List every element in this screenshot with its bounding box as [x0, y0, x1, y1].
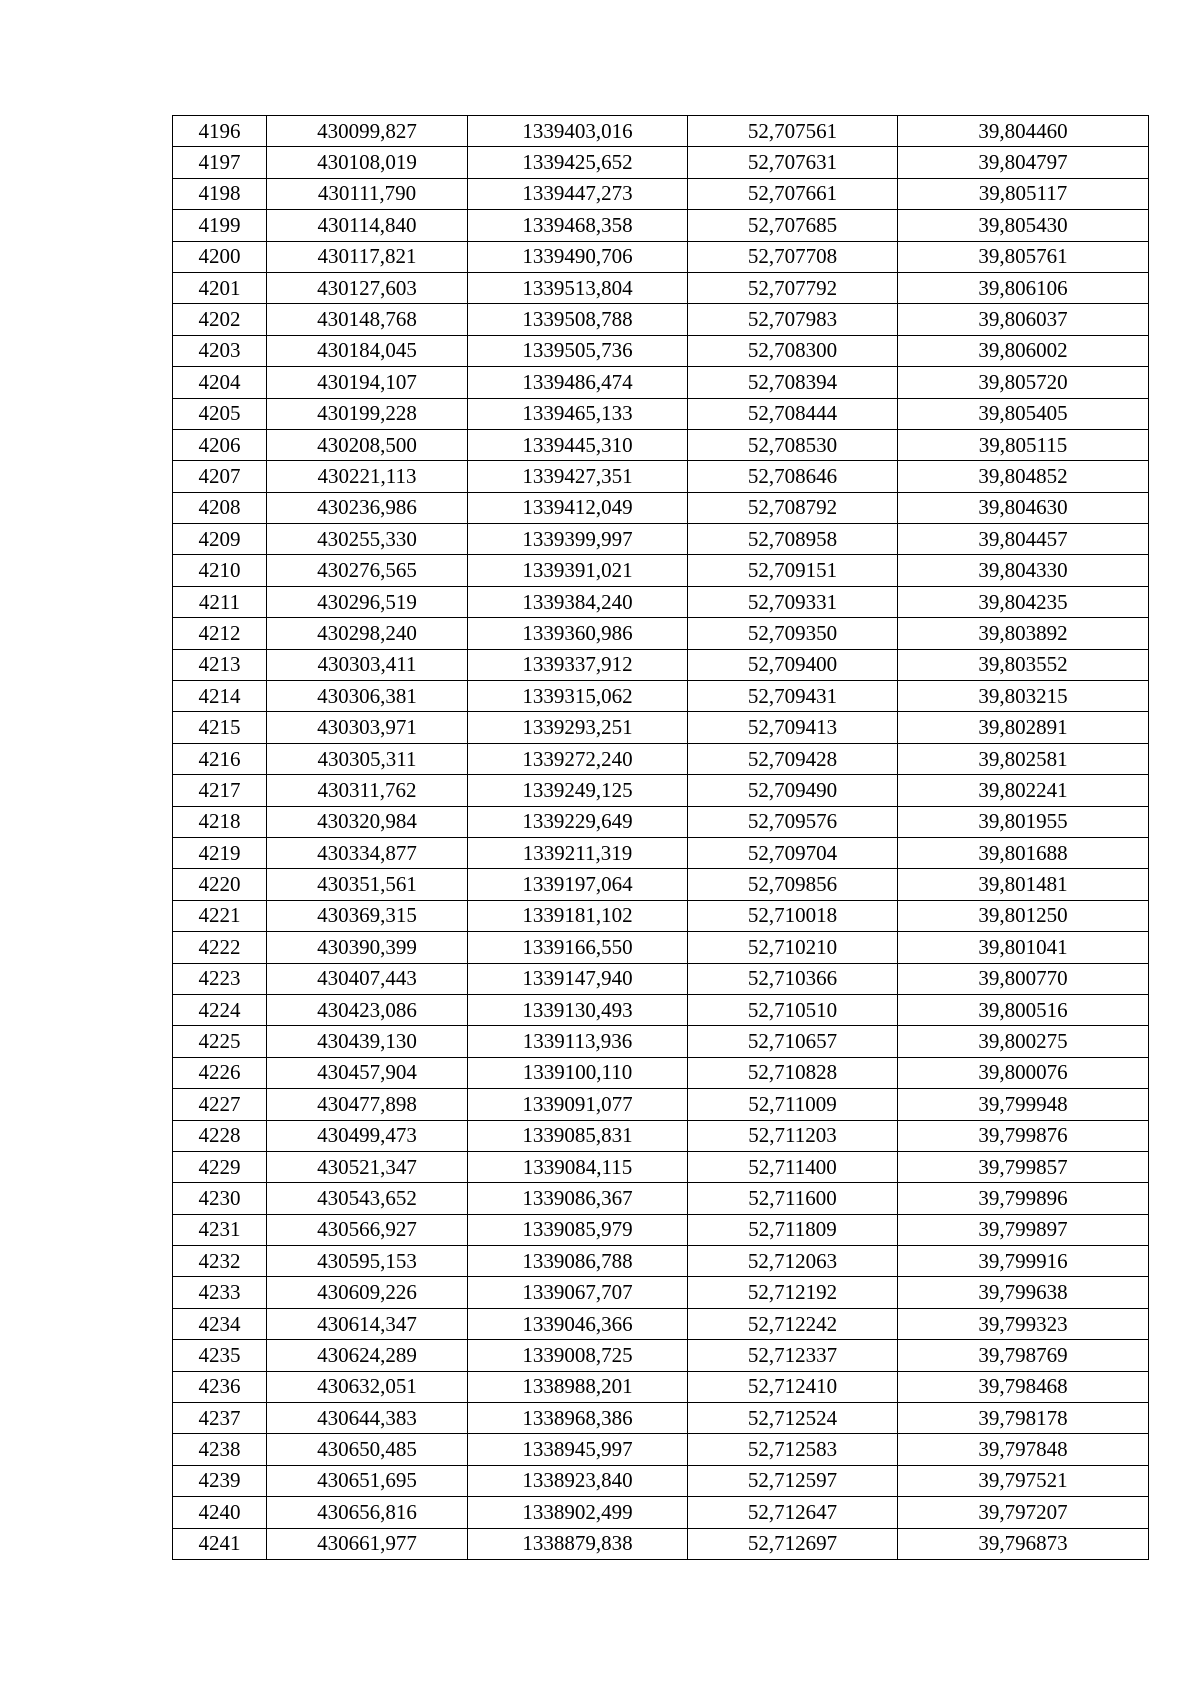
y-coordinate-cell: 1338988,201	[468, 1371, 688, 1402]
table-row	[173, 398, 1149, 429]
point-number-cell: 4197	[173, 147, 267, 178]
coordinates-table-body	[173, 116, 1149, 1560]
latitude-cell: 52,710366	[688, 963, 898, 994]
latitude-cell: 52,708958	[688, 524, 898, 555]
point-number-cell: 4224	[173, 994, 267, 1025]
x-coordinate-cell: 430311,762	[267, 775, 468, 806]
point-number-cell: 4223	[173, 963, 267, 994]
latitude-cell: 52,712597	[688, 1465, 898, 1496]
latitude-cell: 52,709428	[688, 743, 898, 774]
latitude-cell: 52,709856	[688, 869, 898, 900]
table-row	[173, 586, 1149, 617]
x-coordinate-cell: 430614,347	[267, 1308, 468, 1339]
latitude-cell: 52,712242	[688, 1308, 898, 1339]
latitude-cell: 52,708444	[688, 398, 898, 429]
latitude-cell: 52,709490	[688, 775, 898, 806]
x-coordinate-cell: 430499,473	[267, 1120, 468, 1151]
latitude-cell: 52,708792	[688, 492, 898, 523]
point-number-cell: 4198	[173, 178, 267, 209]
point-number-cell: 4202	[173, 304, 267, 335]
latitude-cell: 52,712192	[688, 1277, 898, 1308]
table-row	[173, 304, 1149, 335]
latitude-cell: 52,712063	[688, 1246, 898, 1277]
point-number-cell: 4204	[173, 367, 267, 398]
latitude-cell: 52,712583	[688, 1434, 898, 1465]
y-coordinate-cell: 1338968,386	[468, 1403, 688, 1434]
table-row	[173, 775, 1149, 806]
longitude-cell: 39,798178	[898, 1403, 1149, 1434]
point-number-cell: 4220	[173, 869, 267, 900]
x-coordinate-cell: 430296,519	[267, 586, 468, 617]
table-row	[173, 1214, 1149, 1245]
table-row	[173, 492, 1149, 523]
latitude-cell: 52,709413	[688, 712, 898, 743]
point-number-cell: 4214	[173, 681, 267, 712]
y-coordinate-cell: 1339008,725	[468, 1340, 688, 1371]
y-coordinate-cell: 1338902,499	[468, 1497, 688, 1528]
point-number-cell: 4218	[173, 806, 267, 837]
longitude-cell: 39,803892	[898, 618, 1149, 649]
table-row	[173, 837, 1149, 868]
latitude-cell: 52,710828	[688, 1057, 898, 1088]
longitude-cell: 39,799897	[898, 1214, 1149, 1245]
x-coordinate-cell: 430208,500	[267, 429, 468, 460]
table-row	[173, 1497, 1149, 1528]
longitude-cell: 39,805720	[898, 367, 1149, 398]
point-number-cell: 4212	[173, 618, 267, 649]
x-coordinate-cell: 430127,603	[267, 272, 468, 303]
point-number-cell: 4205	[173, 398, 267, 429]
y-coordinate-cell: 1339272,240	[468, 743, 688, 774]
x-coordinate-cell: 430521,347	[267, 1151, 468, 1182]
x-coordinate-cell: 430656,816	[267, 1497, 468, 1528]
table-row	[173, 1183, 1149, 1214]
latitude-cell: 52,707631	[688, 147, 898, 178]
y-coordinate-cell: 1339447,273	[468, 178, 688, 209]
x-coordinate-cell: 430320,984	[267, 806, 468, 837]
longitude-cell: 39,806106	[898, 272, 1149, 303]
latitude-cell: 52,712697	[688, 1528, 898, 1559]
latitude-cell: 52,707983	[688, 304, 898, 335]
point-number-cell: 4234	[173, 1308, 267, 1339]
x-coordinate-cell: 430651,695	[267, 1465, 468, 1496]
table-row	[173, 618, 1149, 649]
latitude-cell: 52,712524	[688, 1403, 898, 1434]
longitude-cell: 39,805405	[898, 398, 1149, 429]
x-coordinate-cell: 430303,411	[267, 649, 468, 680]
longitude-cell: 39,806002	[898, 335, 1149, 366]
point-number-cell: 4207	[173, 461, 267, 492]
table-row	[173, 241, 1149, 272]
point-number-cell: 4227	[173, 1089, 267, 1120]
point-number-cell: 4215	[173, 712, 267, 743]
y-coordinate-cell: 1339229,649	[468, 806, 688, 837]
table-row	[173, 1151, 1149, 1182]
longitude-cell: 39,799948	[898, 1089, 1149, 1120]
point-number-cell: 4233	[173, 1277, 267, 1308]
y-coordinate-cell: 1339505,736	[468, 335, 688, 366]
latitude-cell: 52,709151	[688, 555, 898, 586]
x-coordinate-cell: 430595,153	[267, 1246, 468, 1277]
table-row	[173, 116, 1149, 147]
y-coordinate-cell: 1339084,115	[468, 1151, 688, 1182]
point-number-cell: 4228	[173, 1120, 267, 1151]
x-coordinate-cell: 430117,821	[267, 241, 468, 272]
y-coordinate-cell: 1339197,064	[468, 869, 688, 900]
table-row	[173, 367, 1149, 398]
y-coordinate-cell: 1339067,707	[468, 1277, 688, 1308]
longitude-cell: 39,798769	[898, 1340, 1149, 1371]
longitude-cell: 39,801481	[898, 869, 1149, 900]
latitude-cell: 52,708530	[688, 429, 898, 460]
longitude-cell: 39,797521	[898, 1465, 1149, 1496]
x-coordinate-cell: 430644,383	[267, 1403, 468, 1434]
longitude-cell: 39,804457	[898, 524, 1149, 555]
latitude-cell: 52,711009	[688, 1089, 898, 1120]
longitude-cell: 39,801041	[898, 932, 1149, 963]
y-coordinate-cell: 1339091,077	[468, 1089, 688, 1120]
x-coordinate-cell: 430099,827	[267, 116, 468, 147]
point-number-cell: 4230	[173, 1183, 267, 1214]
x-coordinate-cell: 430305,311	[267, 743, 468, 774]
y-coordinate-cell: 1339337,912	[468, 649, 688, 680]
y-coordinate-cell: 1339412,049	[468, 492, 688, 523]
table-row	[173, 681, 1149, 712]
x-coordinate-cell: 430199,228	[267, 398, 468, 429]
longitude-cell: 39,799323	[898, 1308, 1149, 1339]
table-row	[173, 649, 1149, 680]
x-coordinate-cell: 430184,045	[267, 335, 468, 366]
point-number-cell: 4217	[173, 775, 267, 806]
point-number-cell: 4231	[173, 1214, 267, 1245]
longitude-cell: 39,799857	[898, 1151, 1149, 1182]
y-coordinate-cell: 1339211,319	[468, 837, 688, 868]
table-row	[173, 524, 1149, 555]
latitude-cell: 52,710657	[688, 1026, 898, 1057]
point-number-cell: 4221	[173, 900, 267, 931]
x-coordinate-cell: 430369,315	[267, 900, 468, 931]
longitude-cell: 39,800076	[898, 1057, 1149, 1088]
longitude-cell: 39,804797	[898, 147, 1149, 178]
table-row	[173, 1089, 1149, 1120]
latitude-cell: 52,710210	[688, 932, 898, 963]
longitude-cell: 39,799876	[898, 1120, 1149, 1151]
y-coordinate-cell: 1339445,310	[468, 429, 688, 460]
y-coordinate-cell: 1339427,351	[468, 461, 688, 492]
longitude-cell: 39,796873	[898, 1528, 1149, 1559]
point-number-cell: 4226	[173, 1057, 267, 1088]
table-row	[173, 1371, 1149, 1402]
longitude-cell: 39,805115	[898, 429, 1149, 460]
point-number-cell: 4211	[173, 586, 267, 617]
table-row	[173, 806, 1149, 837]
x-coordinate-cell: 430303,971	[267, 712, 468, 743]
x-coordinate-cell: 430609,226	[267, 1277, 468, 1308]
y-coordinate-cell: 1339360,986	[468, 618, 688, 649]
y-coordinate-cell: 1339130,493	[468, 994, 688, 1025]
point-number-cell: 4232	[173, 1246, 267, 1277]
y-coordinate-cell: 1339086,788	[468, 1246, 688, 1277]
y-coordinate-cell: 1339468,358	[468, 210, 688, 241]
longitude-cell: 39,804460	[898, 116, 1149, 147]
table-row	[173, 1434, 1149, 1465]
x-coordinate-cell: 430661,977	[267, 1528, 468, 1559]
point-number-cell: 4196	[173, 116, 267, 147]
longitude-cell: 39,802241	[898, 775, 1149, 806]
point-number-cell: 4219	[173, 837, 267, 868]
latitude-cell: 52,708646	[688, 461, 898, 492]
longitude-cell: 39,805761	[898, 241, 1149, 272]
longitude-cell: 39,797848	[898, 1434, 1149, 1465]
x-coordinate-cell: 430111,790	[267, 178, 468, 209]
y-coordinate-cell: 1338879,838	[468, 1528, 688, 1559]
x-coordinate-cell: 430148,768	[267, 304, 468, 335]
x-coordinate-cell: 430477,898	[267, 1089, 468, 1120]
point-number-cell: 4203	[173, 335, 267, 366]
latitude-cell: 52,710018	[688, 900, 898, 931]
y-coordinate-cell: 1339147,940	[468, 963, 688, 994]
table-row	[173, 1057, 1149, 1088]
point-number-cell: 4235	[173, 1340, 267, 1371]
latitude-cell: 52,707792	[688, 272, 898, 303]
y-coordinate-cell: 1339181,102	[468, 900, 688, 931]
y-coordinate-cell: 1339391,021	[468, 555, 688, 586]
point-number-cell: 4216	[173, 743, 267, 774]
longitude-cell: 39,800516	[898, 994, 1149, 1025]
x-coordinate-cell: 430298,240	[267, 618, 468, 649]
latitude-cell: 52,707661	[688, 178, 898, 209]
y-coordinate-cell: 1338923,840	[468, 1465, 688, 1496]
x-coordinate-cell: 430276,565	[267, 555, 468, 586]
x-coordinate-cell: 430390,399	[267, 932, 468, 963]
latitude-cell: 52,707685	[688, 210, 898, 241]
coordinates-table	[172, 115, 1149, 1560]
longitude-cell: 39,799638	[898, 1277, 1149, 1308]
table-row	[173, 461, 1149, 492]
table-row	[173, 210, 1149, 241]
point-number-cell: 4241	[173, 1528, 267, 1559]
longitude-cell: 39,797207	[898, 1497, 1149, 1528]
longitude-cell: 39,806037	[898, 304, 1149, 335]
table-row	[173, 994, 1149, 1025]
y-coordinate-cell: 1339086,367	[468, 1183, 688, 1214]
y-coordinate-cell: 1338945,997	[468, 1434, 688, 1465]
x-coordinate-cell: 430439,130	[267, 1026, 468, 1057]
x-coordinate-cell: 430108,019	[267, 147, 468, 178]
table-row	[173, 963, 1149, 994]
latitude-cell: 52,709431	[688, 681, 898, 712]
longitude-cell: 39,802581	[898, 743, 1149, 774]
latitude-cell: 52,709704	[688, 837, 898, 868]
y-coordinate-cell: 1339465,133	[468, 398, 688, 429]
y-coordinate-cell: 1339399,997	[468, 524, 688, 555]
x-coordinate-cell: 430624,289	[267, 1340, 468, 1371]
y-coordinate-cell: 1339100,110	[468, 1057, 688, 1088]
longitude-cell: 39,799916	[898, 1246, 1149, 1277]
table-row	[173, 1026, 1149, 1057]
point-number-cell: 4240	[173, 1497, 267, 1528]
longitude-cell: 39,803552	[898, 649, 1149, 680]
x-coordinate-cell: 430114,840	[267, 210, 468, 241]
table-row	[173, 555, 1149, 586]
table-row	[173, 1403, 1149, 1434]
latitude-cell: 52,708300	[688, 335, 898, 366]
point-number-cell: 4238	[173, 1434, 267, 1465]
table-row	[173, 900, 1149, 931]
point-number-cell: 4200	[173, 241, 267, 272]
latitude-cell: 52,711400	[688, 1151, 898, 1182]
latitude-cell: 52,712410	[688, 1371, 898, 1402]
point-number-cell: 4206	[173, 429, 267, 460]
table-row	[173, 869, 1149, 900]
longitude-cell: 39,798468	[898, 1371, 1149, 1402]
table-row	[173, 429, 1149, 460]
longitude-cell: 39,801955	[898, 806, 1149, 837]
point-number-cell: 4229	[173, 1151, 267, 1182]
longitude-cell: 39,800275	[898, 1026, 1149, 1057]
x-coordinate-cell: 430351,561	[267, 869, 468, 900]
y-coordinate-cell: 1339513,804	[468, 272, 688, 303]
latitude-cell: 52,711809	[688, 1214, 898, 1245]
point-number-cell: 4201	[173, 272, 267, 303]
table-row	[173, 1308, 1149, 1339]
longitude-cell: 39,804852	[898, 461, 1149, 492]
point-number-cell: 4199	[173, 210, 267, 241]
point-number-cell: 4208	[173, 492, 267, 523]
x-coordinate-cell: 430236,986	[267, 492, 468, 523]
point-number-cell: 4222	[173, 932, 267, 963]
x-coordinate-cell: 430407,443	[267, 963, 468, 994]
latitude-cell: 52,712337	[688, 1340, 898, 1371]
y-coordinate-cell: 1339490,706	[468, 241, 688, 272]
x-coordinate-cell: 430221,113	[267, 461, 468, 492]
latitude-cell: 52,711203	[688, 1120, 898, 1151]
point-number-cell: 4236	[173, 1371, 267, 1402]
latitude-cell: 52,707561	[688, 116, 898, 147]
longitude-cell: 39,805117	[898, 178, 1149, 209]
y-coordinate-cell: 1339315,062	[468, 681, 688, 712]
table-row	[173, 743, 1149, 774]
y-coordinate-cell: 1339085,979	[468, 1214, 688, 1245]
table-row	[173, 932, 1149, 963]
longitude-cell: 39,804630	[898, 492, 1149, 523]
latitude-cell: 52,711600	[688, 1183, 898, 1214]
table-row	[173, 178, 1149, 209]
point-number-cell: 4210	[173, 555, 267, 586]
y-coordinate-cell: 1339166,550	[468, 932, 688, 963]
longitude-cell: 39,799896	[898, 1183, 1149, 1214]
x-coordinate-cell: 430423,086	[267, 994, 468, 1025]
latitude-cell: 52,708394	[688, 367, 898, 398]
longitude-cell: 39,802891	[898, 712, 1149, 743]
table-row	[173, 1528, 1149, 1559]
point-number-cell: 4237	[173, 1403, 267, 1434]
table-row	[173, 1246, 1149, 1277]
latitude-cell: 52,709400	[688, 649, 898, 680]
latitude-cell: 52,710510	[688, 994, 898, 1025]
y-coordinate-cell: 1339486,474	[468, 367, 688, 398]
y-coordinate-cell: 1339113,936	[468, 1026, 688, 1057]
x-coordinate-cell: 430632,051	[267, 1371, 468, 1402]
longitude-cell: 39,801250	[898, 900, 1149, 931]
y-coordinate-cell: 1339425,652	[468, 147, 688, 178]
y-coordinate-cell: 1339046,366	[468, 1308, 688, 1339]
table-row	[173, 147, 1149, 178]
longitude-cell: 39,801688	[898, 837, 1149, 868]
y-coordinate-cell: 1339384,240	[468, 586, 688, 617]
x-coordinate-cell: 430194,107	[267, 367, 468, 398]
latitude-cell: 52,709331	[688, 586, 898, 617]
latitude-cell: 52,709350	[688, 618, 898, 649]
longitude-cell: 39,804330	[898, 555, 1149, 586]
point-number-cell: 4213	[173, 649, 267, 680]
table-row	[173, 1120, 1149, 1151]
x-coordinate-cell: 430650,485	[267, 1434, 468, 1465]
x-coordinate-cell: 430334,877	[267, 837, 468, 868]
table-row	[173, 335, 1149, 366]
x-coordinate-cell: 430255,330	[267, 524, 468, 555]
table-row	[173, 1465, 1149, 1496]
point-number-cell: 4209	[173, 524, 267, 555]
latitude-cell: 52,709576	[688, 806, 898, 837]
x-coordinate-cell: 430306,381	[267, 681, 468, 712]
x-coordinate-cell: 430457,904	[267, 1057, 468, 1088]
x-coordinate-cell: 430566,927	[267, 1214, 468, 1245]
y-coordinate-cell: 1339293,251	[468, 712, 688, 743]
latitude-cell: 52,707708	[688, 241, 898, 272]
point-number-cell: 4239	[173, 1465, 267, 1496]
longitude-cell: 39,800770	[898, 963, 1149, 994]
longitude-cell: 39,805430	[898, 210, 1149, 241]
table-row	[173, 272, 1149, 303]
latitude-cell: 52,712647	[688, 1497, 898, 1528]
x-coordinate-cell: 430543,652	[267, 1183, 468, 1214]
longitude-cell: 39,804235	[898, 586, 1149, 617]
point-number-cell: 4225	[173, 1026, 267, 1057]
y-coordinate-cell: 1339085,831	[468, 1120, 688, 1151]
y-coordinate-cell: 1339403,016	[468, 116, 688, 147]
longitude-cell: 39,803215	[898, 681, 1149, 712]
y-coordinate-cell: 1339508,788	[468, 304, 688, 335]
y-coordinate-cell: 1339249,125	[468, 775, 688, 806]
table-row	[173, 1277, 1149, 1308]
table-row	[173, 712, 1149, 743]
table-row	[173, 1340, 1149, 1371]
